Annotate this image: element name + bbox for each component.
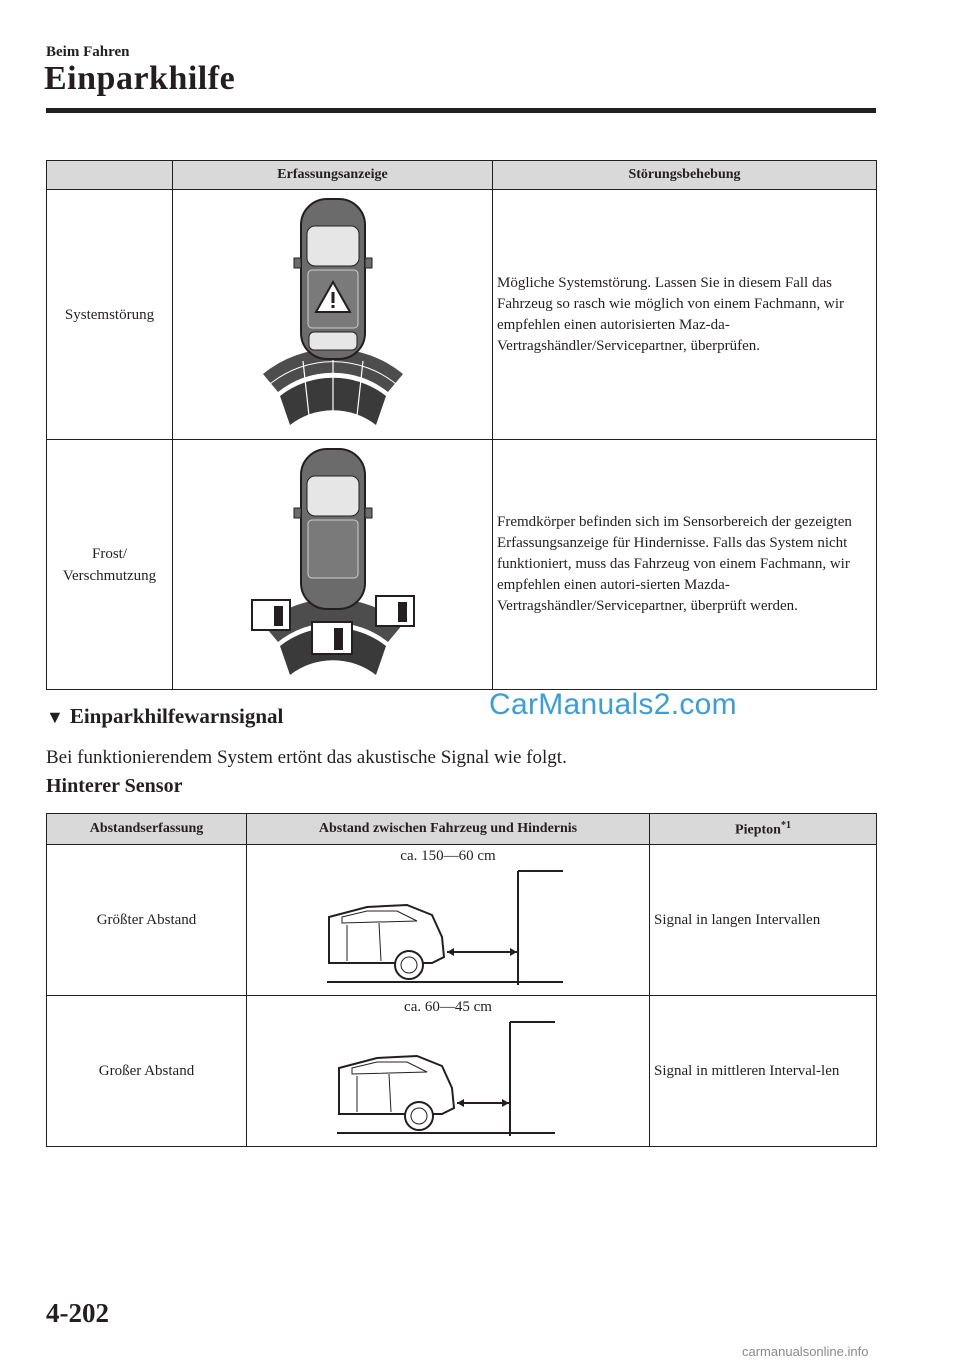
sensor-table-header: [47, 814, 877, 845]
range-label: ca. 60―45 cm: [404, 999, 492, 1015]
header-distance-detection: Abstandserfassung: [47, 814, 247, 845]
indicator-figure-cell: [173, 440, 493, 690]
car-side-view: [339, 1056, 454, 1130]
page-number: 4-202: [46, 1298, 109, 1328]
distance-label-cell: Größter Abstand: [47, 845, 247, 996]
condition-cell: [47, 440, 173, 690]
distance-arrow: [457, 1099, 509, 1107]
distance-label-cell: Großer Abstand: [47, 996, 247, 1147]
table-row: [47, 845, 877, 996]
table-row: [47, 190, 877, 440]
warning-section-heading: [46, 704, 283, 729]
footnote-marker: *1: [780, 819, 791, 831]
obstacle-wall: [510, 1022, 555, 1136]
header-indicator: Erfassungsanzeige: [173, 161, 493, 190]
table-row: [47, 440, 877, 690]
range-label: ca. 150―60 cm: [400, 848, 496, 864]
car-distance-figure: [247, 845, 650, 995]
sensor-table: [46, 813, 877, 1147]
car-sensor-frost-figure: [248, 446, 418, 678]
detection-zone-arcs: [263, 349, 403, 425]
diagnosis-table-header: [47, 161, 877, 190]
header-beep: [650, 814, 877, 845]
warning-heading-text: Einparkhilfewarnsignal: [69, 704, 284, 728]
remedy-cell: Fremdkörper befinden sich im Sensorbereich der gezeigten Erfassungsanzeige für Hindernisse. Falls das System nicht funktioniert, muss das Fahrzeug von einem Fachmann, wir empfehlen einen autori-sierten Mazda-Vertragshändler/Servicepartner, überprüft werden.: [493, 440, 877, 690]
car-side-view: [329, 905, 444, 979]
car-top-view: [294, 199, 372, 359]
section-triangle-icon: ▼: [46, 707, 64, 727]
header-beep-label: Piepton: [735, 822, 781, 838]
diagnosis-table: [46, 160, 877, 690]
beep-cell: Signal in mittleren Interval-len: [650, 996, 877, 1147]
condition-label: Systemstörung: [64, 306, 155, 323]
footer-site: carmanualsonline.info: [742, 1344, 869, 1359]
obstacle-wall: [518, 871, 563, 985]
condition-cell: [47, 190, 173, 440]
page-title: Einparkhilfe: [44, 60, 236, 97]
header-empty: [47, 161, 173, 190]
watermark: CarManuals2.com: [489, 688, 737, 721]
car-top-view: [294, 449, 372, 609]
distance-arrow: [447, 948, 517, 956]
title-divider: [46, 108, 876, 113]
remedy-cell: Mögliche Systemstörung. Lassen Sie in diesem Fall das Fahrzeug so rasch wie möglich von einem Fachmann, wir empfehlen einen autorisierten Maz-da-Vertragshändler/Servicepartner, überprüfen.: [493, 190, 877, 440]
intro-text: Bei funktionierendem System ertönt das akustische Signal wie folgt.: [46, 747, 567, 768]
condition-label: Frost/ Verschmutzung: [62, 545, 157, 584]
table-row: [47, 996, 877, 1147]
distance-figure-cell: [247, 845, 650, 996]
header-vehicle-obstacle-distance: Abstand zwischen Fahrzeug und Hindernis: [247, 814, 650, 845]
indicator-figure-cell: [173, 190, 493, 440]
sensor-subheading: Hinterer Sensor: [46, 775, 183, 797]
car-sensor-error-figure: [258, 196, 408, 428]
header-remedy: Störungsbehebung: [493, 161, 877, 190]
car-distance-figure: [247, 996, 650, 1146]
distance-figure-cell: [247, 996, 650, 1147]
beep-cell: Signal in langen Intervallen: [650, 845, 877, 996]
section-label: Beim Fahren: [46, 44, 130, 60]
